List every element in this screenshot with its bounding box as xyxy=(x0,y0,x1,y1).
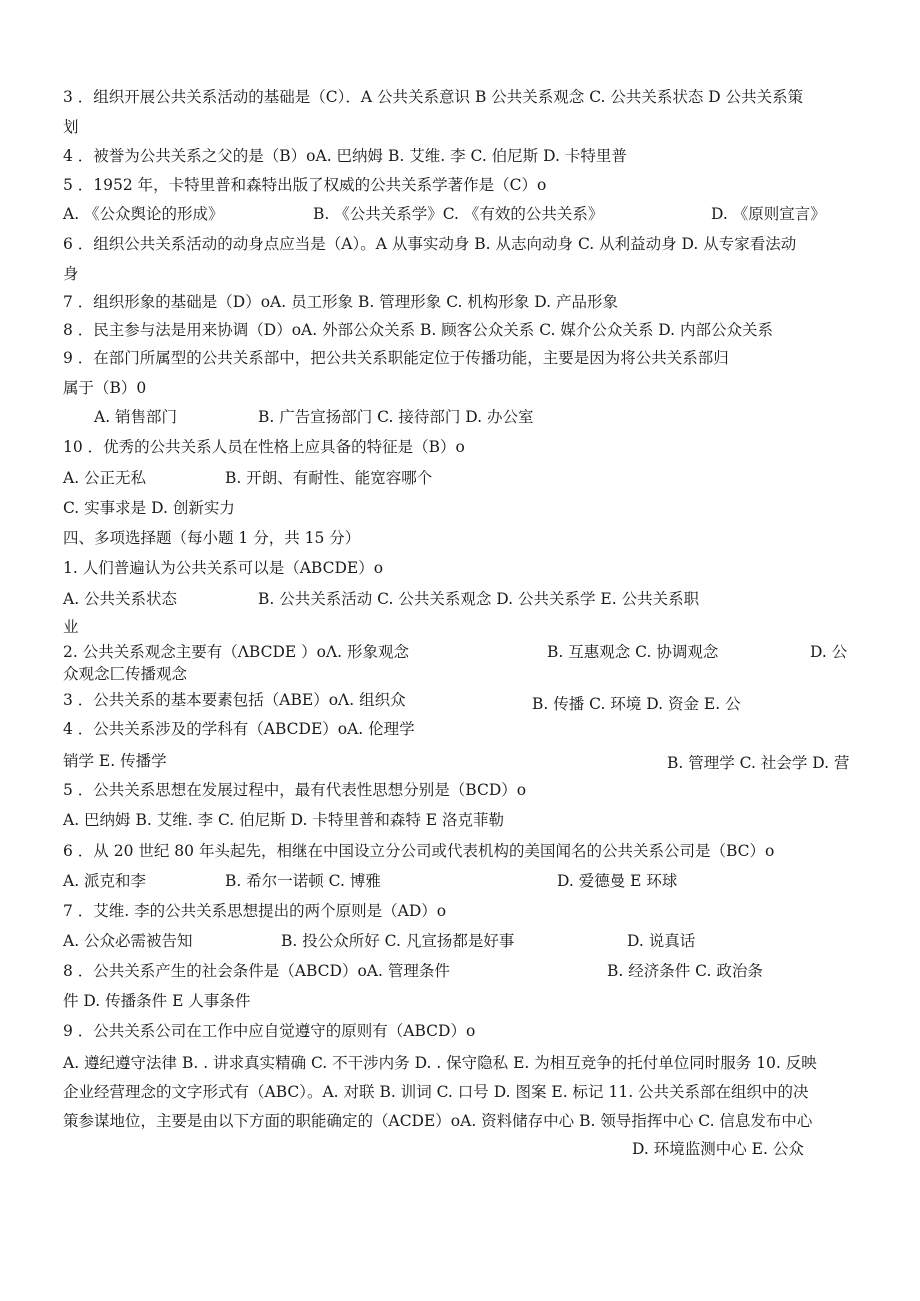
text-line: 3 ．公共关系的基本要素包括（ABE）oΛ. 组织众 xyxy=(63,691,406,709)
text-line: D. 爱德曼 E 环球 xyxy=(557,872,678,890)
text-line: 身 xyxy=(63,265,79,283)
text-line: D. 说真话 xyxy=(627,932,696,950)
text-line: 8 ．公共关系产生的社会条件是（ABCD）oA. 管理条件 xyxy=(63,962,450,980)
text-line: 销学 E. 传播学 xyxy=(63,752,167,770)
text-line: 8 ．民主参与法是用来协调（D）oA. 外部公众关系 B. 顾客公众关系 C. 媒介公众关系 D. 内部公众关系 xyxy=(63,321,774,339)
text-line: D. 《原则宣言》 xyxy=(711,205,826,223)
text-line: C. 实事求是 D. 创新实力 xyxy=(63,499,235,517)
text-line: B. 广告宣扬部门 C. 接待部门 D. 办公室 xyxy=(258,408,534,426)
text-line: 9 ．公共关系公司在工作中应自觉遵守的原则有（ABCD）o xyxy=(63,1022,476,1040)
text-line: 4 ．公共关系涉及的学科有（ABCDE）oA. 伦理学 xyxy=(63,720,415,738)
text-line: 件 D. 传播条件 E 人事条件 xyxy=(63,992,251,1010)
text-line: D. 公 xyxy=(810,643,848,661)
text-line: 众观念匚传播观念 xyxy=(63,665,188,683)
text-line: B. 经济条件 C. 政治条 xyxy=(607,962,763,980)
section-heading: 四、多项选择题（每小题 1 分，共 15 分） xyxy=(63,529,361,547)
text-line: 6 ．从 20 世纪 80 年头起先，相继在中国设立分公司或代表机构的美国闻名的公共关系公司是（BC）o xyxy=(63,842,775,860)
text-line: 7 ．组织形象的基础是（D）oA. 员工形象 B. 管理形象 C. 机构形象 D. 产品形象 xyxy=(63,293,619,311)
text-line: 2. 公共关系观念主要有（ΛBCDE ）oΛ. 形象观念 xyxy=(63,643,409,661)
text-line: B. 传播 C. 环境 D. 资金 E. 公 xyxy=(532,695,741,713)
text-line: A. 遵纪遵守法律 B. . 讲求真实精确 C. 不干涉内务 D. . 保守隐私 E. 为相互竞争的托付单位同时服务 10. 反映 xyxy=(63,1054,817,1072)
text-line: B. 公共关系活动 C. 公共关系观念 D. 公共关系学 E. 公共关系职 xyxy=(258,590,700,608)
text-line: 4 ．被誉为公共关系之父的是（B）oA. 巴纳姆 B. 艾维. 李 C. 伯尼斯 D. 卡特里普 xyxy=(63,147,627,165)
text-line: B. 管理学 C. 社会学 D. 营 xyxy=(667,754,850,772)
text-line: 业 xyxy=(63,618,79,636)
text-line: 属于（B）0 xyxy=(63,379,147,397)
text-line: A. 公众必需被告知 xyxy=(63,932,193,950)
text-line: 划 xyxy=(63,118,79,136)
text-line: A. 公共关系状态 xyxy=(63,590,178,608)
text-line: 企业经营理念的文字形式有（ABC）。A. 对联 B. 训词 C. 口号 D. 图案 E. 标记 11. 公共关系部在组织中的决 xyxy=(63,1083,809,1101)
text-line: 5 ．1952 年，卡特里普和森特出版了权威的公共关系学著作是（C）o xyxy=(63,176,547,194)
text-line: 9 ．在部门所属型的公共关系部中，把公共关系职能定位于传播功能，主要是因为将公共关系部归 xyxy=(63,349,729,367)
text-line: B. 希尔一诺顿 C. 博雅 xyxy=(225,872,381,890)
text-line: 6 ．组织公共关系活动的动身点应当是（A）。A 从事实动身 B. 从志向动身 C. 从利益动身 D. 从专家看法动 xyxy=(63,235,797,253)
text-line: 5 ．公共关系思想在发展过程中，最有代表性思想分别是（BCD）o xyxy=(63,781,527,799)
text-line: B. 互惠观念 C. 协调观念 xyxy=(547,643,719,661)
text-line: A. 销售部门 xyxy=(94,408,178,426)
text-line: B. 《公共关系学》C. 《有效的公共关系》 xyxy=(313,205,604,223)
text-line: 3 ．组织开展公共关系活动的基础是（C）．A 公共关系意识 B 公共关系观念 C. 公共关系状态 D 公共关系策 xyxy=(63,88,804,106)
text-line: 1. 人们普遍认为公共关系可以是（ABCDE）o xyxy=(63,559,384,577)
text-line: 策参谋地位，主要是由以下方面的职能确定的（ACDE）oA. 资料储存中心 B. 领导指挥中心 C. 信息发布中心 xyxy=(63,1112,813,1130)
text-line: A. 《公众舆论的形成》 xyxy=(63,205,224,223)
text-line: A. 公正无私 xyxy=(63,469,147,487)
text-line: 7 ．艾维. 李的公共关系思想提出的两个原则是（AD）o xyxy=(63,902,447,920)
text-line: A. 巴纳姆 B. 艾维. 李 C. 伯尼斯 D. 卡特里普和森特 E 洛克菲勒 xyxy=(63,811,504,829)
text-line: B. 投公众所好 C. 凡宣扬都是好事 xyxy=(281,932,515,950)
text-line: A. 派克和李 xyxy=(63,872,147,890)
text-line: 10 ．优秀的公共关系人员在性格上应具备的特征是（B）o xyxy=(63,438,465,456)
text-line: D. 环境监测中心 E. 公众 xyxy=(632,1140,804,1158)
text-line: B. 开朗、有耐性、能宽容哪个 xyxy=(225,469,433,487)
